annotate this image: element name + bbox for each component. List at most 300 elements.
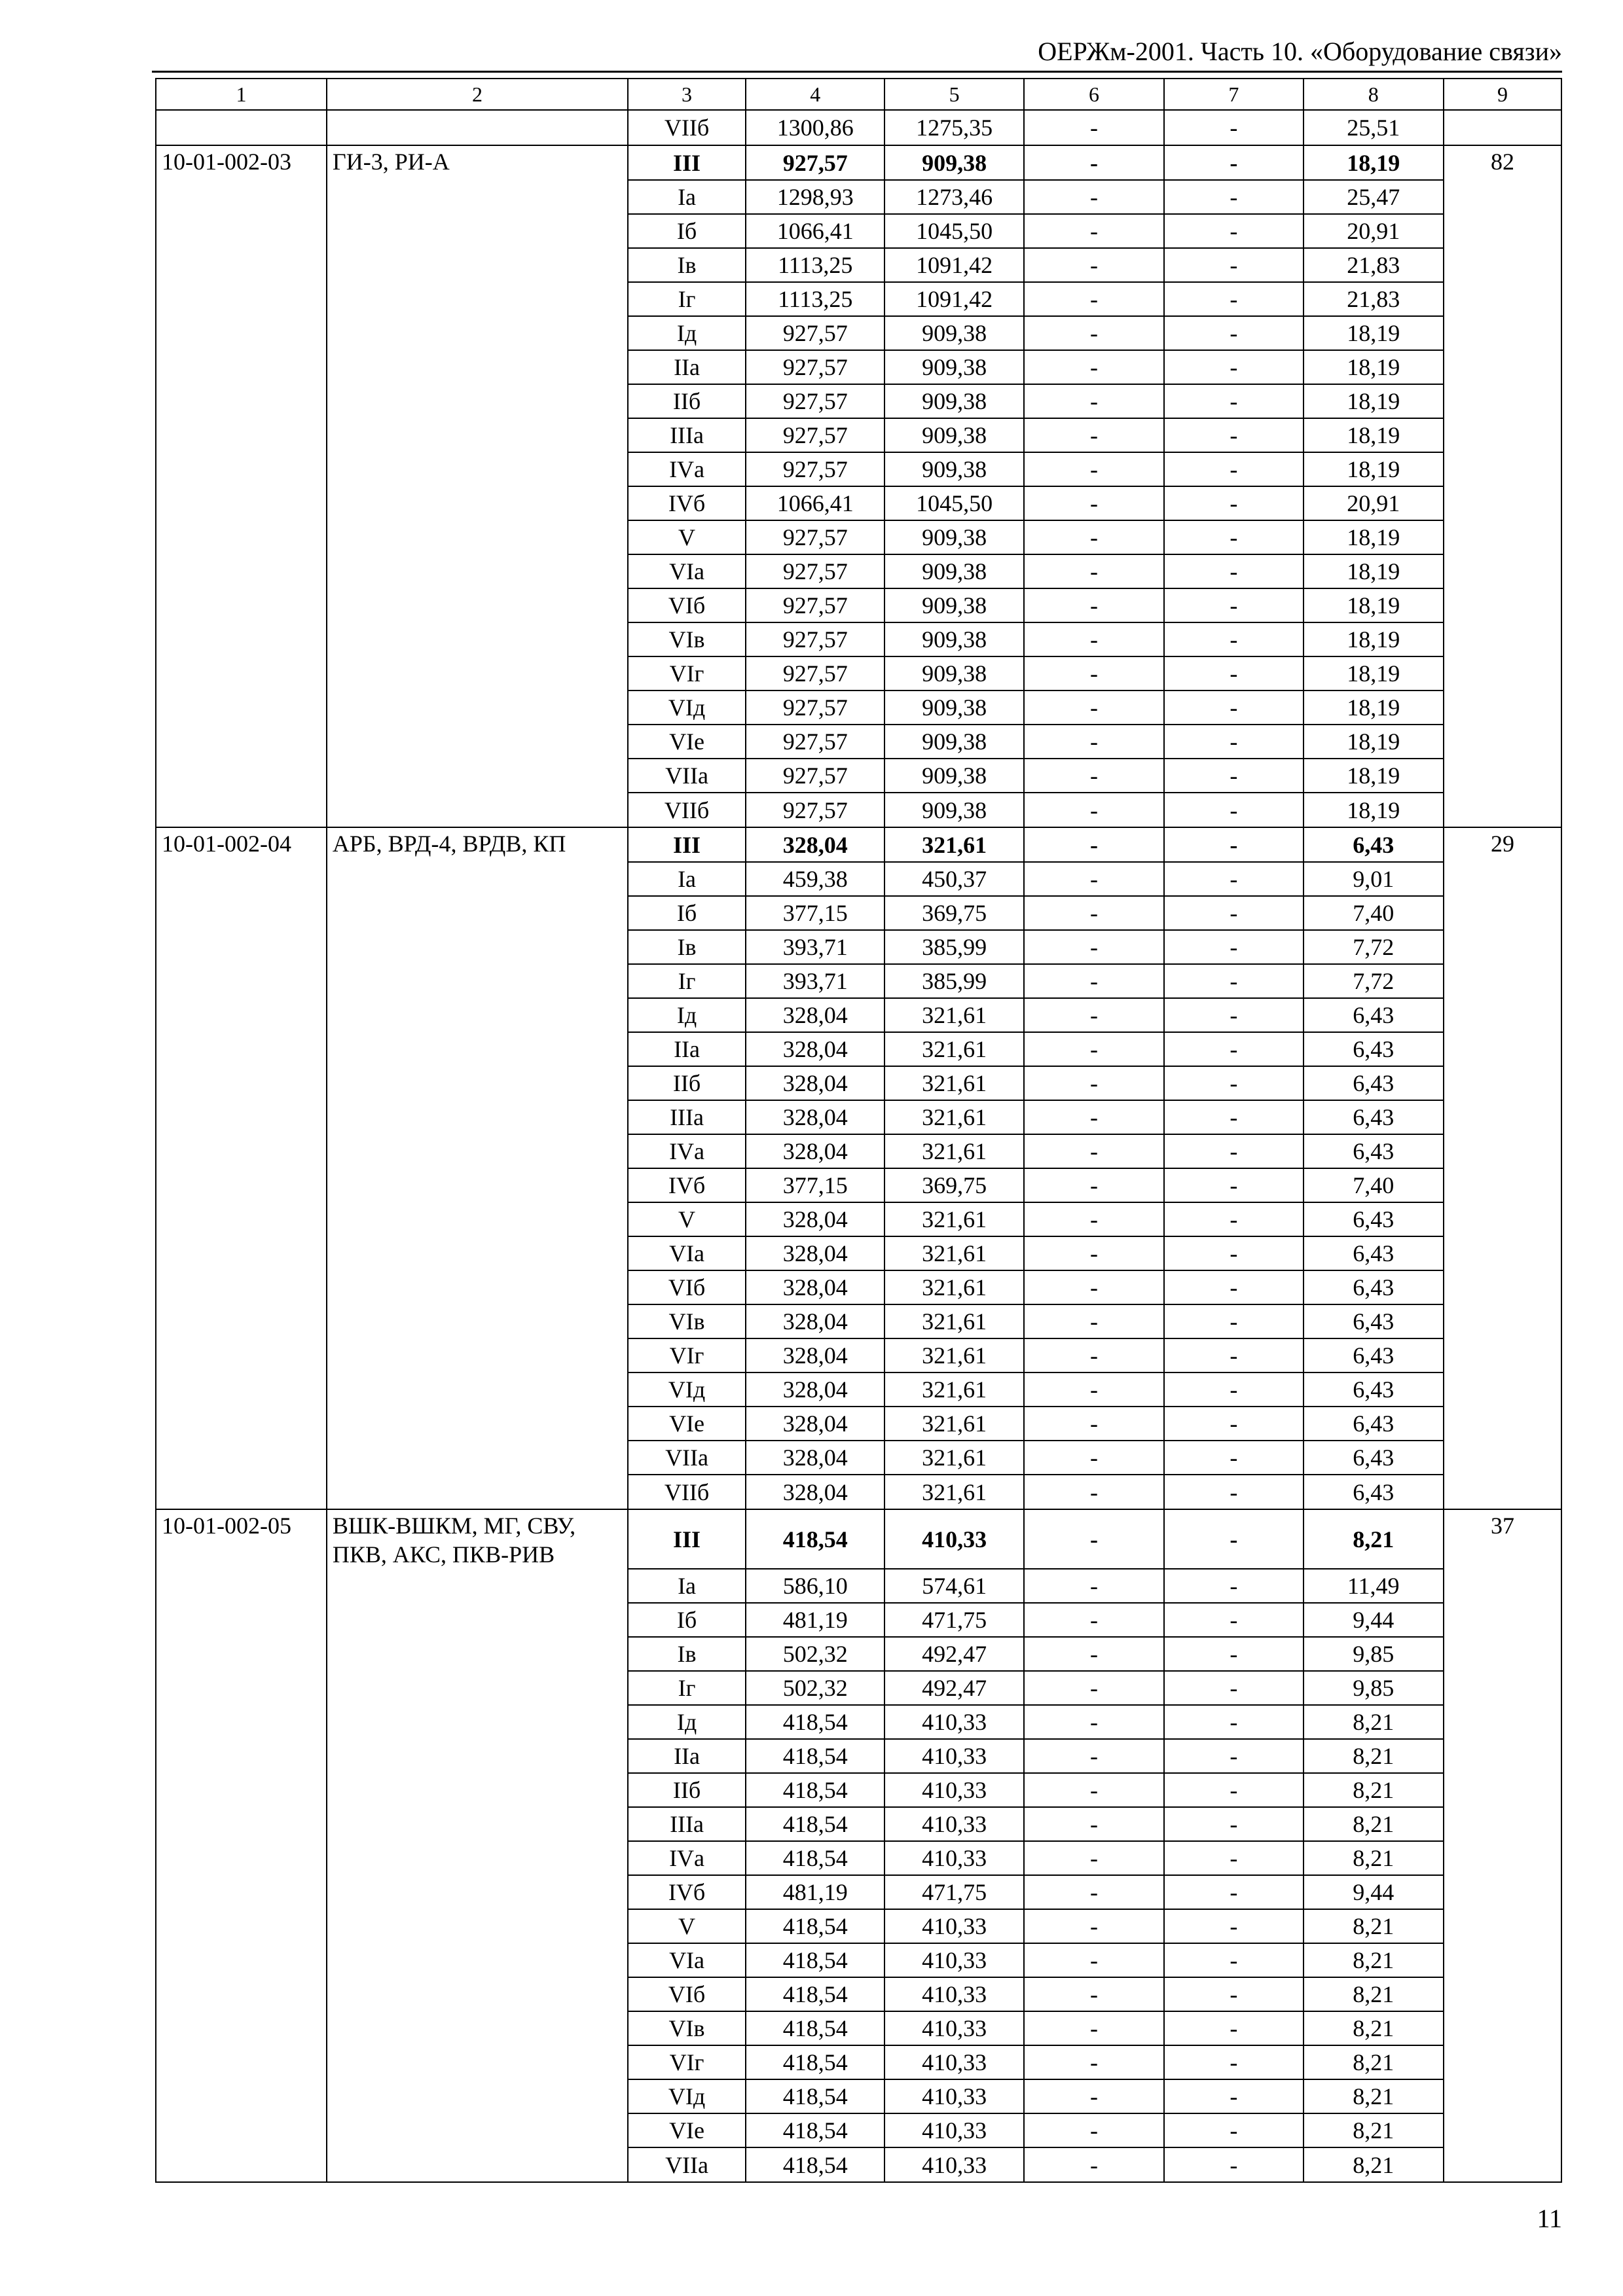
cell-col4: 328,04 [746, 1475, 884, 1509]
cell-col7: - [1164, 2079, 1303, 2113]
cell-col5: 321,61 [884, 1066, 1023, 1100]
name-cell [327, 1875, 628, 1909]
cell-col7: - [1164, 1943, 1303, 1977]
cell-col6: - [1024, 1372, 1164, 1407]
table-row [156, 1202, 1561, 1236]
cell-col4: 502,32 [746, 1671, 884, 1705]
col9-cell [1444, 1372, 1561, 1407]
cell-col7: - [1164, 1100, 1303, 1134]
code-cell [156, 1875, 327, 1909]
cell-col8: 6,43 [1304, 998, 1444, 1032]
cell-col7: - [1164, 1841, 1303, 1875]
col9-cell [1444, 1773, 1561, 1807]
cell-col5: 1091,42 [884, 282, 1023, 316]
cell-col6: - [1024, 964, 1164, 998]
cell-col5: 410,33 [884, 1977, 1023, 2011]
cell-col4: 418,54 [746, 1705, 884, 1739]
cell-col4: 418,54 [746, 1977, 884, 2011]
cell-col7: - [1164, 554, 1303, 588]
col9-cell [1444, 1441, 1561, 1475]
cell-col7: - [1164, 110, 1303, 145]
column-header: 3 [628, 79, 746, 110]
code-cell [156, 930, 327, 964]
cell-col5: 1045,50 [884, 214, 1023, 248]
name-cell [327, 1338, 628, 1372]
cell-col8: 6,43 [1304, 1270, 1444, 1304]
col9-cell [1444, 964, 1561, 998]
cell-col5: 1091,42 [884, 248, 1023, 282]
cell-col8: 18,19 [1304, 384, 1444, 418]
col9-cell [1444, 2045, 1561, 2079]
name-cell [327, 1705, 628, 1739]
table-row [156, 896, 1561, 930]
name-cell: АРБ, ВРД-4, ВРДВ, КП [327, 827, 628, 862]
cell-col7: - [1164, 316, 1303, 350]
name-cell [327, 1372, 628, 1407]
cell-col4: 927,57 [746, 418, 884, 452]
table-row [156, 1100, 1561, 1134]
code-cell [156, 896, 327, 930]
cell-col8: 9,85 [1304, 1671, 1444, 1705]
cell-col4: 927,57 [746, 350, 884, 384]
cell-col7: - [1164, 1705, 1303, 1739]
name-cell [327, 384, 628, 418]
col9-cell [1444, 1875, 1561, 1909]
zone-cell: Iа [628, 862, 746, 896]
cell-col5: 321,61 [884, 1304, 1023, 1338]
cell-col7: - [1164, 214, 1303, 248]
cell-col6: - [1024, 1066, 1164, 1100]
name-cell [327, 1977, 628, 2011]
cell-col6: - [1024, 1168, 1164, 1202]
cell-col8: 6,43 [1304, 1134, 1444, 1168]
table-row [156, 1509, 1561, 1569]
code-cell [156, 1943, 327, 1977]
cell-col5: 369,75 [884, 896, 1023, 930]
table-row [156, 1304, 1561, 1338]
table-row [156, 759, 1561, 793]
col9-cell [1444, 1407, 1561, 1441]
cell-col7: - [1164, 1407, 1303, 1441]
cell-col4: 393,71 [746, 930, 884, 964]
code-cell [156, 793, 327, 827]
cell-col4: 1300,86 [746, 110, 884, 145]
cell-col8: 6,43 [1304, 1475, 1444, 1509]
name-cell [327, 1100, 628, 1134]
code-cell: 10-01-002-05 [156, 1509, 327, 1569]
col9-cell [1444, 1637, 1561, 1671]
code-cell [156, 180, 327, 214]
col9-cell [1444, 2079, 1561, 2113]
zone-cell: IIIа [628, 418, 746, 452]
cell-col7: - [1164, 1739, 1303, 1773]
table-row [156, 1032, 1561, 1066]
cell-col5: 909,38 [884, 452, 1023, 486]
cell-col4: 481,19 [746, 1875, 884, 1909]
cell-col5: 321,61 [884, 1338, 1023, 1372]
zone-cell: VIб [628, 1977, 746, 2011]
cell-col6: - [1024, 1202, 1164, 1236]
zone-cell: VIд [628, 2079, 746, 2113]
cell-col7: - [1164, 793, 1303, 827]
cell-col7: - [1164, 248, 1303, 282]
cell-col4: 418,54 [746, 2079, 884, 2113]
table-row [156, 1407, 1561, 1441]
cell-col4: 586,10 [746, 1569, 884, 1603]
zone-cell: VIа [628, 554, 746, 588]
cell-col5: 471,75 [884, 1603, 1023, 1637]
cell-col5: 410,33 [884, 1739, 1023, 1773]
name-cell [327, 1304, 628, 1338]
cell-col5: 909,38 [884, 145, 1023, 180]
cell-col5: 909,38 [884, 384, 1023, 418]
cell-col6: - [1024, 1236, 1164, 1270]
cell-col5: 1273,46 [884, 180, 1023, 214]
cell-col8: 18,19 [1304, 554, 1444, 588]
code-cell [156, 486, 327, 520]
col9-cell [1444, 110, 1561, 145]
cell-col5: 909,38 [884, 622, 1023, 656]
code-cell [156, 1441, 327, 1475]
code-cell [156, 588, 327, 622]
cell-col8: 9,01 [1304, 862, 1444, 896]
code-cell [156, 1603, 327, 1637]
table-body [156, 110, 1561, 2182]
cell-col4: 927,57 [746, 622, 884, 656]
cell-col8: 7,72 [1304, 964, 1444, 998]
cell-col5: 385,99 [884, 964, 1023, 998]
cell-col8: 8,21 [1304, 1773, 1444, 1807]
cell-col5: 321,61 [884, 1475, 1023, 1509]
cell-col5: 321,61 [884, 827, 1023, 862]
cell-col8: 8,21 [1304, 1841, 1444, 1875]
cell-col4: 1298,93 [746, 180, 884, 214]
code-cell [156, 2079, 327, 2113]
cell-col8: 18,19 [1304, 793, 1444, 827]
name-cell [327, 862, 628, 896]
cell-col6: - [1024, 1739, 1164, 1773]
code-cell [156, 520, 327, 554]
code-cell [156, 964, 327, 998]
col9-cell [1444, 759, 1561, 793]
col9-cell [1444, 691, 1561, 725]
cell-col4: 328,04 [746, 1372, 884, 1407]
cell-col6: - [1024, 998, 1164, 1032]
cell-col6: - [1024, 1304, 1164, 1338]
cell-col6: - [1024, 2079, 1164, 2113]
zone-cell: VIIб [628, 110, 746, 145]
zone-cell: VIб [628, 588, 746, 622]
cell-col6: - [1024, 691, 1164, 725]
cell-col8: 8,21 [1304, 2045, 1444, 2079]
cell-col8: 8,21 [1304, 1705, 1444, 1739]
zone-cell: Iа [628, 180, 746, 214]
name-cell [327, 1202, 628, 1236]
cell-col7: - [1164, 1032, 1303, 1066]
cell-col4: 927,57 [746, 656, 884, 691]
name-cell [327, 1671, 628, 1705]
code-cell [156, 1773, 327, 1807]
code-cell [156, 1338, 327, 1372]
cell-col6: - [1024, 1032, 1164, 1066]
header-rule [152, 71, 1562, 73]
table-row [156, 145, 1561, 180]
cell-col7: - [1164, 145, 1303, 180]
cell-col4: 502,32 [746, 1637, 884, 1671]
cell-col5: 909,38 [884, 316, 1023, 350]
name-cell [327, 622, 628, 656]
col9-cell [1444, 725, 1561, 759]
zone-cell: VIв [628, 622, 746, 656]
name-cell [327, 350, 628, 384]
cell-col7: - [1164, 1168, 1303, 1202]
cell-col4: 1066,41 [746, 214, 884, 248]
cell-col4: 927,57 [746, 520, 884, 554]
cell-col6: - [1024, 656, 1164, 691]
cell-col5: 410,33 [884, 1509, 1023, 1569]
col9-cell [1444, 180, 1561, 214]
zone-cell: Iб [628, 896, 746, 930]
col9-cell [1444, 1032, 1561, 1066]
cell-col7: - [1164, 384, 1303, 418]
cell-col6: - [1024, 2011, 1164, 2045]
cell-col8: 6,43 [1304, 1100, 1444, 1134]
code-cell [156, 418, 327, 452]
name-cell [327, 2045, 628, 2079]
cell-col5: 385,99 [884, 930, 1023, 964]
cell-col6: - [1024, 1977, 1164, 2011]
cell-col7: - [1164, 1569, 1303, 1603]
cell-col4: 418,54 [746, 1841, 884, 1875]
cell-col7: - [1164, 759, 1303, 793]
name-cell [327, 452, 628, 486]
name-cell [327, 248, 628, 282]
column-header: 4 [746, 79, 884, 110]
name-cell [327, 2113, 628, 2147]
cell-col8: 21,83 [1304, 282, 1444, 316]
code-cell [156, 1134, 327, 1168]
cell-col8: 18,19 [1304, 725, 1444, 759]
zone-cell: VIIб [628, 1475, 746, 1509]
cell-col7: - [1164, 964, 1303, 998]
cell-col8: 11,49 [1304, 1569, 1444, 1603]
zone-cell: IIб [628, 384, 746, 418]
cell-col8: 8,21 [1304, 1977, 1444, 2011]
cell-col8: 25,51 [1304, 110, 1444, 145]
cell-col8: 8,21 [1304, 1807, 1444, 1841]
cell-col4: 418,54 [746, 2011, 884, 2045]
cell-col6: - [1024, 1134, 1164, 1168]
zone-cell: Iб [628, 1603, 746, 1637]
name-cell [327, 110, 628, 145]
table-row [156, 1705, 1561, 1739]
zone-cell: IIа [628, 1739, 746, 1773]
table-row [156, 418, 1561, 452]
cell-col5: 909,38 [884, 588, 1023, 622]
cell-col4: 328,04 [746, 1236, 884, 1270]
table-row [156, 1943, 1561, 1977]
cell-col4: 328,04 [746, 1100, 884, 1134]
cell-col8: 18,19 [1304, 656, 1444, 691]
column-number-row [156, 79, 1561, 110]
cell-col4: 1113,25 [746, 248, 884, 282]
cell-col6: - [1024, 622, 1164, 656]
cell-col4: 328,04 [746, 1441, 884, 1475]
table-row [156, 452, 1561, 486]
cell-col8: 18,19 [1304, 759, 1444, 793]
name-cell [327, 1841, 628, 1875]
cell-col6: - [1024, 1705, 1164, 1739]
zone-cell: VIа [628, 1943, 746, 1977]
code-cell [156, 1705, 327, 1739]
cell-col5: 574,61 [884, 1569, 1023, 1603]
cell-col6: - [1024, 896, 1164, 930]
cell-col6: - [1024, 1338, 1164, 1372]
name-cell [327, 1943, 628, 1977]
col9-cell [1444, 1977, 1561, 2011]
code-cell [156, 1807, 327, 1841]
cell-col6: - [1024, 180, 1164, 214]
cell-col4: 481,19 [746, 1603, 884, 1637]
zone-cell: III [628, 1509, 746, 1569]
table-row [156, 862, 1561, 896]
cell-col7: - [1164, 1603, 1303, 1637]
table-row [156, 691, 1561, 725]
code-cell [156, 1569, 327, 1603]
cell-col4: 1113,25 [746, 282, 884, 316]
cell-col5: 450,37 [884, 862, 1023, 896]
table-row [156, 316, 1561, 350]
cell-col5: 909,38 [884, 691, 1023, 725]
cell-col6: - [1024, 1773, 1164, 1807]
col9-cell [1444, 214, 1561, 248]
cell-col5: 321,61 [884, 1372, 1023, 1407]
cell-col6: - [1024, 145, 1164, 180]
code-cell [156, 1909, 327, 1943]
name-cell [327, 486, 628, 520]
col9-cell [1444, 1236, 1561, 1270]
cell-col5: 410,33 [884, 1909, 1023, 1943]
cell-col4: 328,04 [746, 1066, 884, 1100]
cell-col7: - [1164, 1977, 1303, 2011]
table-row [156, 180, 1561, 214]
cell-col7: - [1164, 1066, 1303, 1100]
table-row [156, 248, 1561, 282]
cell-col6: - [1024, 520, 1164, 554]
zone-cell: Iб [628, 214, 746, 248]
cell-col8: 8,21 [1304, 2079, 1444, 2113]
table-row [156, 827, 1561, 862]
zone-cell: Iа [628, 1569, 746, 1603]
cell-col7: - [1164, 1270, 1303, 1304]
zone-cell: VIг [628, 1338, 746, 1372]
zone-cell: VIд [628, 691, 746, 725]
cell-col7: - [1164, 1134, 1303, 1168]
cell-col5: 321,61 [884, 998, 1023, 1032]
cell-col6: - [1024, 1909, 1164, 1943]
cell-col7: - [1164, 725, 1303, 759]
col9-cell [1444, 1909, 1561, 1943]
cell-col8: 20,91 [1304, 486, 1444, 520]
cell-col8: 9,85 [1304, 1637, 1444, 1671]
zone-cell: Iд [628, 316, 746, 350]
cell-col4: 927,57 [746, 691, 884, 725]
column-header: 9 [1444, 79, 1561, 110]
col9-cell [1444, 622, 1561, 656]
cell-col5: 410,33 [884, 2011, 1023, 2045]
col9-cell [1444, 930, 1561, 964]
cell-col5: 410,33 [884, 1841, 1023, 1875]
cell-col7: - [1164, 1637, 1303, 1671]
cell-col8: 7,40 [1304, 896, 1444, 930]
code-cell [156, 2113, 327, 2147]
name-cell [327, 316, 628, 350]
cell-col7: - [1164, 691, 1303, 725]
zone-cell: IIа [628, 1032, 746, 1066]
cell-col4: 328,04 [746, 1304, 884, 1338]
name-cell [327, 520, 628, 554]
zone-cell: VIд [628, 1372, 746, 1407]
zone-cell: IVб [628, 486, 746, 520]
code-cell [156, 1671, 327, 1705]
cell-col5: 471,75 [884, 1875, 1023, 1909]
cell-col8: 18,19 [1304, 316, 1444, 350]
cell-col5: 321,61 [884, 1270, 1023, 1304]
cell-col6: - [1024, 1407, 1164, 1441]
cell-col6: - [1024, 452, 1164, 486]
name-cell [327, 1236, 628, 1270]
table-row [156, 725, 1561, 759]
cell-col8: 6,43 [1304, 1236, 1444, 1270]
cell-col6: - [1024, 110, 1164, 145]
code-cell: 10-01-002-03 [156, 145, 327, 180]
zone-cell: VIIа [628, 759, 746, 793]
zone-cell: IIб [628, 1773, 746, 1807]
code-cell [156, 622, 327, 656]
name-cell [327, 1134, 628, 1168]
col9-cell [1444, 1569, 1561, 1603]
zone-cell: IVа [628, 1841, 746, 1875]
zone-cell: Iг [628, 1671, 746, 1705]
code-cell [156, 1637, 327, 1671]
name-cell [327, 2011, 628, 2045]
zone-cell: VIе [628, 2113, 746, 2147]
code-cell [156, 1841, 327, 1875]
zone-cell: IVа [628, 452, 746, 486]
code-cell [156, 2045, 327, 2079]
cell-col8: 6,43 [1304, 1407, 1444, 1441]
code-cell [156, 282, 327, 316]
col9-cell [1444, 520, 1561, 554]
zone-cell: Iг [628, 282, 746, 316]
cell-col4: 927,57 [746, 759, 884, 793]
col9-cell [1444, 1841, 1561, 1875]
cell-col5: 410,33 [884, 2113, 1023, 2147]
column-header: 1 [156, 79, 327, 110]
col9-cell [1444, 1066, 1561, 1100]
cell-col5: 369,75 [884, 1168, 1023, 1202]
zone-cell: IIIа [628, 1807, 746, 1841]
cell-col4: 328,04 [746, 1032, 884, 1066]
table-row [156, 1475, 1561, 1509]
code-cell [156, 1739, 327, 1773]
cell-col5: 1045,50 [884, 486, 1023, 520]
cell-col5: 909,38 [884, 725, 1023, 759]
table-row [156, 1841, 1561, 1875]
code-cell [156, 1270, 327, 1304]
zone-cell: III [628, 145, 746, 180]
table-row [156, 2113, 1561, 2147]
